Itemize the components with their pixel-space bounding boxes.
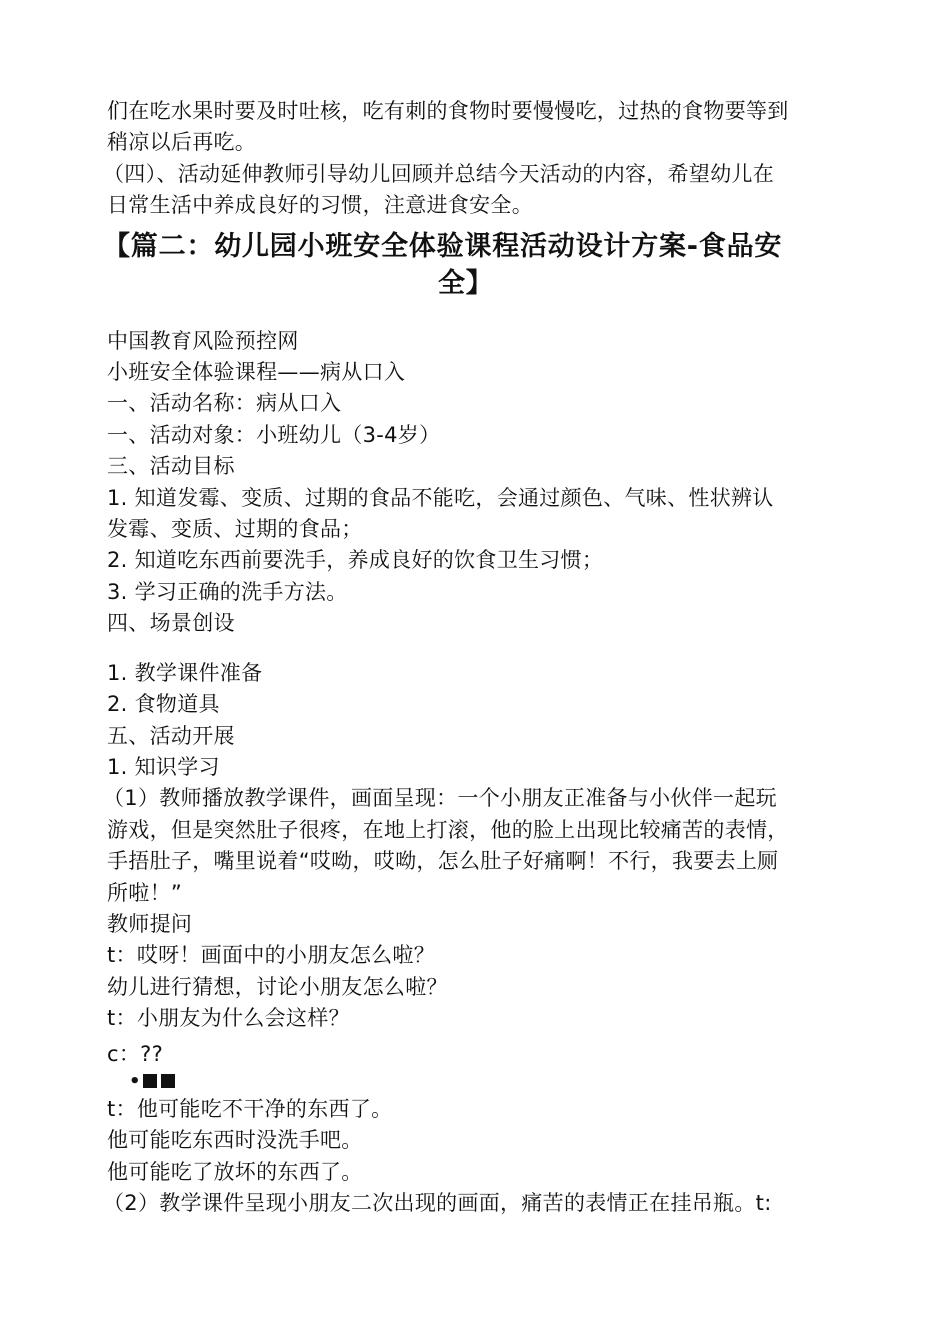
text-line: 四、场景创设 <box>107 611 235 636</box>
text-line: 3. 学习正确的洗手方法。 <box>107 579 348 604</box>
text-line: 中国教育风险预控网 <box>107 328 299 353</box>
text-line: 1. 教学课件准备 <box>107 660 263 685</box>
text-line: 游戏，但是突然肚子很疼，在地上打滚，他的脸上出现比较痛苦的表情， <box>107 817 789 842</box>
text-line: 所啦！” <box>107 880 183 905</box>
text-line: （四）、活动延伸教师引导幼儿回顾并总结今天活动的内容，希望幼儿在 <box>103 161 775 186</box>
text-line: 手捂肚子，嘴里说着“哎呦，哎呦，怎么肚子好痛啊！不行，我要去上厕 <box>107 849 779 874</box>
text-line: 他可能吃了放坏的东西了。 <box>107 1159 363 1184</box>
section-title: 【篇二：幼儿园小班安全体验课程活动设计方案-食品安 <box>103 230 783 262</box>
text-line: 幼儿进行猜想，讨论小朋友怎么啦？ <box>107 974 448 999</box>
text-line: 发霉、变质、过期的食品； <box>107 517 363 542</box>
text-line: 2. 知道吃东西前要洗手，养成良好的饮食卫生习惯； <box>107 548 604 573</box>
section-title-continued: 全】 <box>438 267 494 299</box>
text-line: 三、活动目标 <box>107 454 235 479</box>
text-line: t：他可能吃不干净的东西了。 <box>107 1096 393 1121</box>
text-line: 教师提问 <box>107 911 193 936</box>
spacer <box>107 640 867 658</box>
text-line: 1. 知识学习 <box>107 754 220 779</box>
text-line: 稍凉以后再吃。 <box>107 130 257 155</box>
text-line: （1）教师播放教学课件，画面呈现：一个小朋友正准备与小伙伴一起玩 <box>103 786 777 811</box>
text-line: 一、活动对象：小班幼儿（3-4岁） <box>107 422 441 447</box>
text-line: c：?? <box>107 1041 164 1066</box>
square-glyph-icon <box>143 1074 157 1088</box>
text-line: 一、活动名称：病从口入 <box>107 391 342 416</box>
text-line: 日常生活中养成良好的习惯，注意进食安全。 <box>107 193 533 218</box>
bullet-dot: • <box>129 1070 141 1092</box>
text-line: 他可能吃东西时没洗手吧。 <box>107 1128 363 1153</box>
text-line: 2. 食物道具 <box>107 692 220 717</box>
text-line: 们在吃水果时要及时吐核，吃有刺的食物时要慢慢吃，过热的食物要等到 <box>107 99 789 123</box>
text-line: 小班安全体验课程——病从口入 <box>107 360 406 385</box>
text-line: t：小朋友为什么会这样？ <box>107 1006 350 1031</box>
square-glyph-icon <box>161 1074 175 1088</box>
text-line: 1. 知道发霉、变质、过期的食品不能吃，会通过颜色、气味、性状辨认 <box>107 485 774 510</box>
bullet-marks <box>129 1070 867 1094</box>
document-page <box>103 96 867 1220</box>
text-line: t：哎呀！画面中的小朋友怎么啦？ <box>107 943 436 968</box>
text-line: （2）教学课件呈现小朋友二次出现的画面，痛苦的表情正在挂吊瓶。t: <box>103 1191 772 1216</box>
text-line: 五、活动开展 <box>107 723 235 748</box>
